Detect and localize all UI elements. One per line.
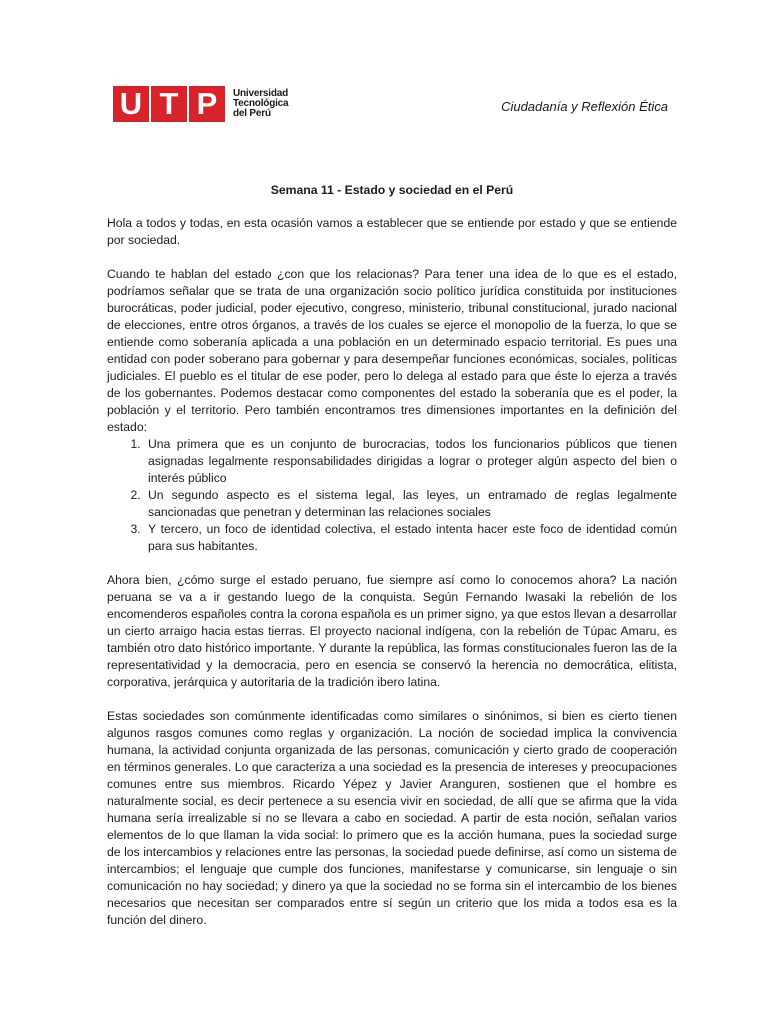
utp-logo (113, 84, 288, 124)
course-title: Ciudadanía y Reflexión Ética (501, 99, 668, 114)
logo-letter-u: U (113, 86, 149, 122)
intro-paragraph: Hola a todos y todas, en esta ocasión vamos a establecer que se entiende por estado y que se entiende por sociedad. (107, 216, 677, 247)
peruvian-state-paragraph: Ahora bien, ¿cómo surge el estado peruano, fue siempre así como lo conocemos ahora? La nación peruana se va a ir gestando luego de la conquista. Según Fernando Iwasaki la rebelión de los encomenderos españoles contra la corona española es un primer signo, ya que estos llevan a desarrollar un cierto arraigo hacia estas tierras. El proyecto nacional indígena, con la rebelión de Túpac Amaru, es también otro dato histórico importante. Y durante la república, las formas constitucionales fueron las de la representatividad y la democracia, pero en esencia se conservó la herencia no democrática, elitista, corporativa, jerárquica y autoritaria de la tradición ibero latina. (107, 573, 677, 689)
logo-text-line-2: Tecnológica (233, 98, 289, 109)
logo-text-line-3: del Perú (233, 108, 271, 119)
state-paragraph: Cuando te hablan del estado ¿con que los relacionas? Para tener una idea de lo que es el estado, podríamos señalar que se trata de una organización socio político jurídica constituida por instituciones burocráticas, poder judicial, poder ejecutivo, congreso, ministerio, tribunal constitucional, jurado nacional de elecciones, entre otros órganos, a través de los cuales se ejerce el monopolio de la fuerza, lo que se entiende como soberanía aplicada a una población en un determinado espacio territorial. Es pues una entidad con poder soberano para gobernar y para desempeñar funciones económicas, sociales, políticas judiciales. El pueblo es el titular de ese poder, pero lo delega al estado para que éste lo ejerza a través de los gobernantes. Podemos destacar como componentes del estado la soberanía que es el poder, la población y el territorio. Pero también encontramos tres dimensiones importantes en la definición del estado: (107, 267, 677, 434)
page-header (113, 82, 668, 128)
list-item: 2. Un segundo aspecto es el sistema legal, las leyes, un entramado de reglas legalmente sancionadas que penetran y determinan las relaciones sociales (144, 487, 677, 521)
list-item: 3. Y tercero, un foco de identidad colectiva, el estado intenta hacer este foco de identidad común para sus habitantes. (144, 521, 677, 555)
state-dimensions-list (107, 436, 677, 555)
logo-letter-t: T (151, 86, 187, 122)
week-title: Semana 11 - Estado y sociedad en el Perú (270, 183, 514, 197)
society-paragraph: Estas sociedades son comúnmente identificadas como similares o sinónimos, si bien es cierto tienen algunos rasgos comunes como reglas y organización. La noción de sociedad implica la convivencia humana, la actividad conjunta organizada de las personas, comunicación y cierto grado de cooperación en términos generales. Lo que caracteriza a una sociedad es la presencia de intereses y preocupaciones comunes entre sus miembros. Ricardo Yépez y Javier Aranguren, sostienen que el hombre es naturalmente social, es decir pertenece a su esencia vivir en sociedad, de allí que se afirma que la vida humana sería irrealizable si no se llevara a cabo en sociedad. A partir de esta noción, señalan varios elementos de lo que llaman la vida social: lo primero que es la acción humana, pues la sociedad surge de los intercambios y relaciones entre las personas, la sociedad puede definirse, así como un sistema de intercambios; el lenguaje que cumple dos funciones, manifestarse y comunicarse, sin lenguaje o sin comunicación no hay sociedad; y dinero ya que la sociedad no se forma sin el intercambio de los bienes necesarios que necesitan ser comparados entre sí según un criterio que los mida a todos esa es la función del dinero. (107, 709, 677, 927)
logo-wordmark (233, 89, 288, 119)
list-item: 1. Una primera que es un conjunto de burocracias, todos los funcionarios públicos que tienen asignadas legalmente responsabilidades dirigidas a lograr o proteger algún aspecto del bien o interés público (144, 436, 677, 487)
logo-letter-p: P (189, 86, 225, 122)
document-body (107, 182, 677, 946)
logo-text-line-1: Universidad (233, 88, 289, 99)
